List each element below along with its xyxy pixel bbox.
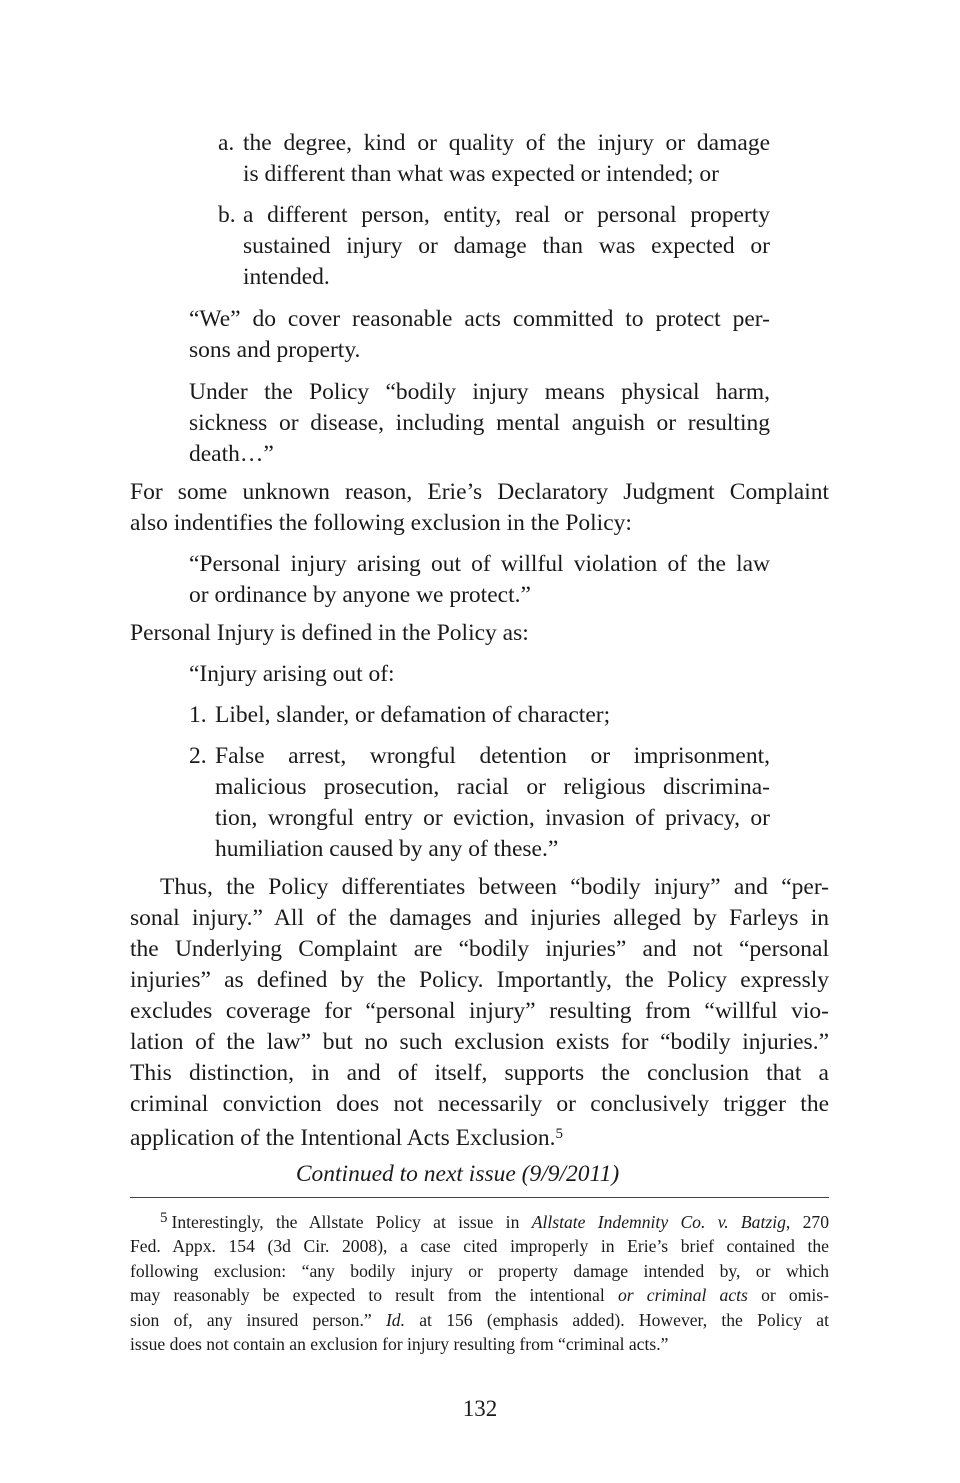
continued-note [130,1159,785,1190]
exclusion-quote-line2: or ordinance by anyone we protect.” [189,582,531,608]
fn-l4-post: or omis- [761,1285,830,1305]
thus-line1: Thus, the Policy differentiates between “bodily injury” and “per- [160,874,829,900]
fn-l4-em: or criminal acts [617,1285,748,1305]
fn-l4-pre: may reasonably be expected to result from the intentional [130,1285,605,1305]
fn-l5-post: at 156 (emphasis added). However, the Policy at [419,1310,829,1330]
bodily-def-line2: sickness or disease, including mental anguish or resulting [189,410,770,436]
thus-line2: sonal injury.” All of the damages and injuries alleged by Farleys in [130,905,829,931]
injury-arising: “Injury arising out of: [189,661,395,687]
list2-line1: False arrest, wrongful detention or imprisonment, [215,743,770,769]
list1-label: 1. [189,702,207,728]
unknown-reason-line2: also indentifies the following exclusion in the Policy: [130,510,632,536]
item-b-line1: a different person, entity, real or personal property [243,202,770,228]
continued-text: Continued to next issue (9/9/2011) [295,1161,620,1187]
item-a-label: a. [218,130,235,156]
fn-l1-pre: Interestingly, the Allstate Policy at issue in [171,1212,520,1232]
unknown-reason-line1: For some unknown reason, Erie’s Declaratory Judgment Complaint [130,479,829,505]
item-a-line2: is different than what was expected or intended; or [243,161,719,187]
list2-line2: malicious prosecution, racial or religious discrimina- [215,774,770,800]
footnote-line6: issue does not contain an exclusion for injury resulting from “criminal acts.” [130,1334,669,1354]
bodily-def-line1: Under the Policy “bodily injury means physical harm, [189,379,770,405]
footnote-line3: following exclusion: “any bodily injury or property damage intended by, or which [130,1261,829,1281]
item-a-line1: the degree, kind or quality of the injury or damage [243,130,770,156]
exclusion-quote-line1: “Personal injury arising out of willful violation of the law [189,551,770,577]
fn-l5-pre: sion of, any insured person.” [130,1310,372,1330]
we-cover-line2: sons and property. [189,337,361,363]
thus-line3: the Underlying Complaint are “bodily injuries” and not “personal [130,936,829,962]
personal-defined: Personal Injury is defined in the Policy as: [130,620,529,646]
list2-line3: tion, wrongful entry or eviction, invasion of privacy, or [215,805,770,831]
we-cover-line1: “We” do cover reasonable acts committed to protect per- [189,306,770,332]
list2-line4: humiliation caused by any of these.” [215,836,559,862]
item-b-line3: intended. [243,264,330,290]
thus-line6: lation of the law” but no such exclusion exists for “bodily injuries.” [130,1029,829,1055]
page-number: 132 [462,1396,498,1421]
footnote-number: 5 [160,1210,168,1226]
bodily-def-line3: death…” [189,441,274,467]
item-b-label: b. [218,202,236,228]
footnote-line2: Fed. Appx. 154 (3d Cir. 2008), a case cited improperly in Erie’s brief contained the [130,1236,829,1256]
footnote-rule [130,1197,829,1198]
fn-l1-post: , 270 [785,1212,829,1232]
list1-text: Libel, slander, or defamation of character; [215,702,611,728]
thus-line4: injuries” as defined by the Policy. Importantly, the Policy expressly [130,967,829,993]
thus-line9 [130,1123,563,1154]
thus-line9-text: application of the Intentional Acts Exclusion. [130,1125,556,1151]
thus-line8: criminal conviction does not necessarily or conclusively trigger the [130,1091,829,1117]
item-b-line2: sustained injury or damage than was expected or [243,233,770,259]
thus-line5: excludes coverage for “personal injury” resulting from “willful vio- [130,998,829,1024]
thus-line7: This distinction, in and of itself, supports the conclusion that a [130,1060,829,1086]
fn-l5-id: Id. [385,1310,405,1330]
footnote-line5 [130,1308,829,1333]
fn-case-name: Allstate Indemnity Co. v. Batzig [531,1212,786,1232]
footnote-line1 [160,1210,829,1235]
list2-label: 2. [189,743,207,769]
footnote-ref[interactable]: 5 [555,1126,564,1142]
footnote-line4 [130,1283,829,1308]
